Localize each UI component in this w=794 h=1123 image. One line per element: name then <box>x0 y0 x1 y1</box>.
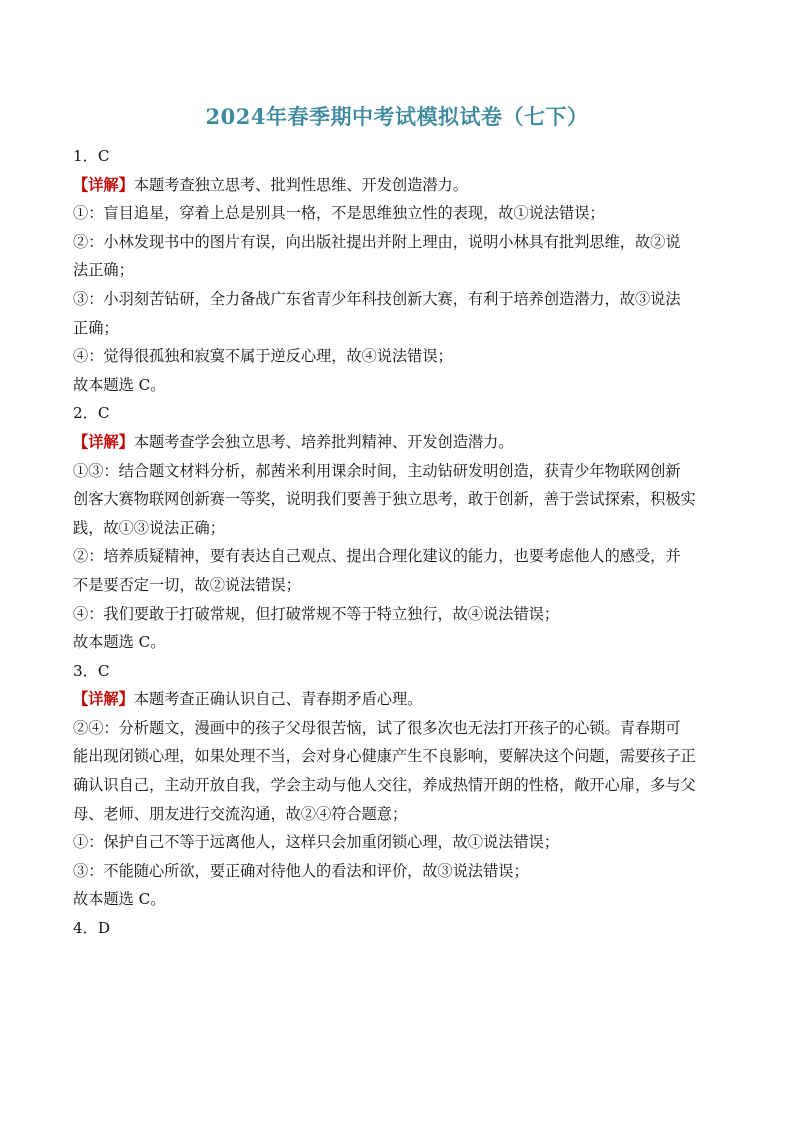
text-line: 故本题选 C。 <box>73 890 166 909</box>
text-line: 法正确； <box>73 261 134 280</box>
text-line: ④：我们要敢于打破常规，但打破常规不等于特立独行，故④说法错误； <box>73 604 559 623</box>
text-line: 【详解】本题考查独立思考、批判性思维、开发创造潜力。 <box>73 175 468 194</box>
text-line: 不是要否定一切，故②说法错误； <box>73 575 301 594</box>
text-line: ④：觉得很孤独和寂寞不属于逆反心理，故④说法错误； <box>73 347 453 366</box>
text-line: 4．D <box>73 919 111 938</box>
text-line: ③：小羽刻苦钻研，全力备战广东省青少年科技创新大赛，有利于培养创造潜力，故③说法 <box>73 289 681 308</box>
text-line: 故本题选 C。 <box>73 633 166 652</box>
text-line: 【详解】本题考查正确认识自己、青春期矛盾心理。 <box>73 690 423 709</box>
page-title: 2024年春季期中考试模拟试卷（七下） <box>205 104 589 129</box>
text-line: ②：小林发现书中的图片有误，向出版社提出并附上理由，说明小林具有批判思维，故②说 <box>73 232 681 251</box>
text-line: 践，故①③说法正确； <box>73 518 225 537</box>
text-line: ①：保护自己不等于远离他人，这样只会加重闭锁心理，故①说法错误； <box>73 833 559 852</box>
text-line: ②：培养质疑精神，要有表达自己观点、提出合理化建议的能力，也要考虑他人的感受，并 <box>73 547 681 566</box>
text-line: 2．C <box>73 404 110 423</box>
answer-content <box>73 142 723 943</box>
detail-label: 【详解】 <box>73 690 134 709</box>
text-line: ③：不能随心所欲，要正确对待他人的看法和评价，故③说法错误； <box>73 861 529 880</box>
text-line: ①：盲目追星，穿着上总是别具一格，不是思维独立性的表现，故①说法错误； <box>73 204 605 223</box>
text-line: 3．C <box>73 661 110 680</box>
detail-label: 【详解】 <box>73 432 134 451</box>
text-line: 【详解】本题考查学会独立思考、培养批判精神、开发创造潜力。 <box>73 432 514 451</box>
text-line: 正确； <box>73 318 119 337</box>
text-line: 故本题选 C。 <box>73 375 166 394</box>
text-line: 能出现闭锁心理，如果处理不当，会对身心健康产生不良影响，要解决这个问题，需要孩子正 <box>73 747 696 766</box>
detail-label: 【详解】 <box>73 175 134 194</box>
text-line: ②④：分析题文，漫画中的孩子父母很苦恼，试了很多次也无法打开孩子的心锁。青春期可 <box>73 718 681 737</box>
text-line: ①③：结合题文材料分析，郝茜米利用课余时间，主动钻研发明创造，获青少年物联网创新 <box>73 461 681 480</box>
text-line: 母、老师、朋友进行交流沟通，故②④符合题意； <box>73 804 408 823</box>
text-line: 确认识自己，主动开放自我，学会主动与他人交往，养成热情开朗的性格，敞开心扉，多与父 <box>73 776 696 795</box>
text-line: 创客大赛物联网创新赛一等奖，说明我们要善于独立思考，敢于创新，善于尝试探索，积极实 <box>73 490 696 509</box>
text-line: 1．C <box>73 147 110 165</box>
